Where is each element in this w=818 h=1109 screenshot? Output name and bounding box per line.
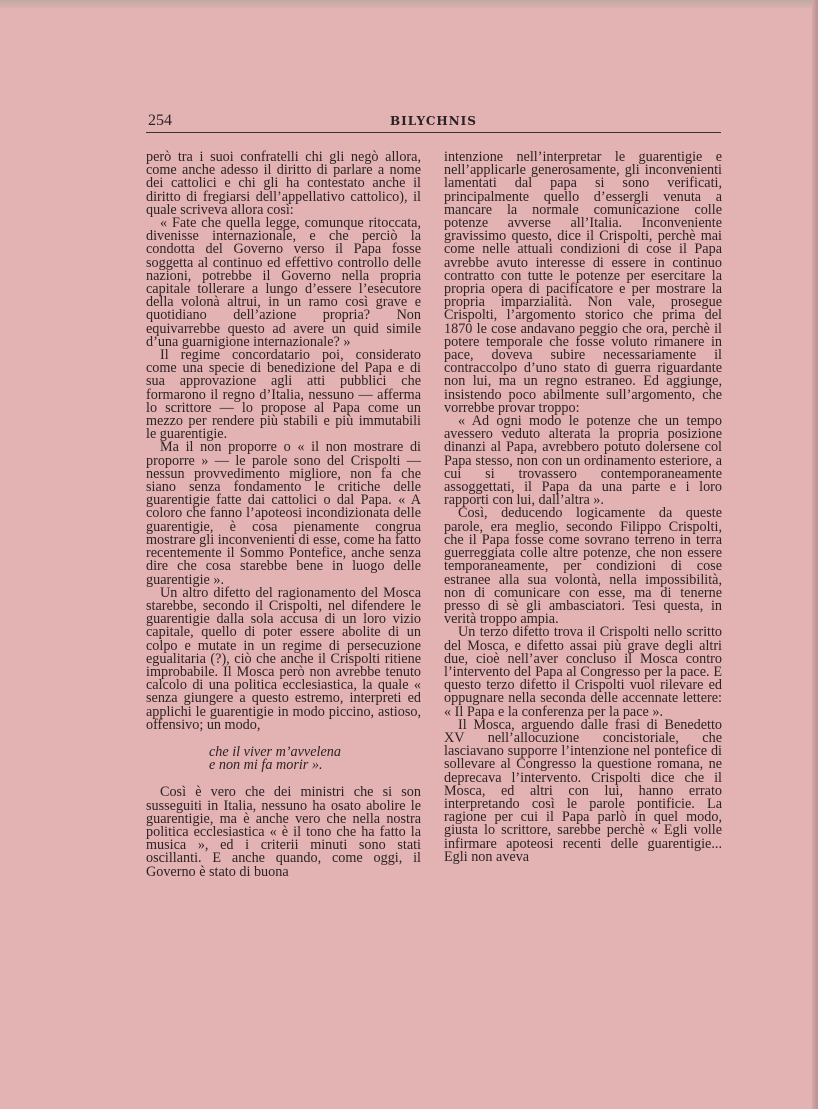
paragraph: Un terzo difetto trova il Crispolti nello scritto del Mosca, e difetto assai più grave degli altri due, cioè nell’aver concluso il Mosca contro l’intervento del Papa al Congresso per la pace. E questo terzo difetto il Crispolti vuol rilevare ed oppugnare nella seconda delle accennate lettere: « Il Papa e la conferenza per la pace ». [444,624,722,720]
left-column [146,151,421,879]
header-rule [146,132,721,133]
paragraph: Il regime concordatario poi, considerato come una specie di benedizione del Papa e di sua approvazione agli atti pubblici che formarono il regno d’Italia, nessuno — afferma lo scrittore — lo propose al Papa come un mezzo per rendere più stabili e più immutabili le guarentigie. [146,347,421,443]
verse-quote [209,743,421,774]
paragraph: Ma il non proporre o « il non mostrare di proporre » — le parole sono del Crispolti — nessun provvedimento migliore, non fa che siano senza fondamento le critiche delle guarentigie fatte dai cattolici o dal Papa. « A coloro che fanno l’apoteosi incondizionata delle guarentigie, è cosa pienamente congrua mostrare gli inconvenienti di esse, come ha fatto recentemente il Sommo Pontefice, anche senza dire che cosa starebbe bene in luogo delle guarentigie ». [146,439,421,588]
paragraph: Così, deducendo logicamente da queste parole, era meglio, secondo Filippo Crispolti, che il Papa fosse come sovrano terreno in terra guerreggiata colle altre potenze, che non essere temporaneamente, per condizioni di cose estranee alla sua volontà, nella impossibilità, non di comunicare con esse, ma di tenerne presso di sè gli ambasciatori. Tesi questa, in verità troppo ampia. [444,505,722,628]
paragraph: però tra i suoi confratelli chi gli negò allora, come anche adesso il diritto di parlare a nome dei cattolici e chi gli ha contestato anche il diritto di fregiarsi dell’appellativo cattolico), il quale scriveva allora così: [146,149,421,218]
page-number: 254 [148,112,172,129]
paragraph: Il Mosca, arguendo dalle frasi di Benedetto XV nell’allocuzione concistoriale, che lasciavano supporre l’intenzione nel pontefice di sollevare al Congresso la questione romana, ne deprecava l’intervento. Crispolti dice che il Mosca, ed altri con lui, hanno errato interpretando così le parole pontificie. La ragione per cui il Papa parlò in quel modo, giusta lo scrittore, sarebbe perchè « Egli volle infirmare apoteosi recenti delle guarentigie... Egli non aveva [444,716,722,865]
verse-line: che il viver m’avvelena [209,743,341,760]
page-header [146,112,721,134]
right-column [444,151,722,864]
page-right-edge [812,0,818,1109]
verse-line: e non mi fa morir ». [209,757,323,774]
page-top-edge [0,0,818,8]
paragraph: Così è vero che dei ministri che si son susseguiti in Italia, nessuno ha osato abolire le guarentigie, ma è anche vero che nella nostra politica ecclesiastica « è il tono che ha fatto la musica », ed i criterii minuti sono stati oscillanti. E anche quando, come oggi, il Governo è stato di buona [146,784,421,880]
paragraph: « Fate che quella legge, comunque ritoccata, divenisse internazionale, e che perciò la condotta del Governo verso il Papa fosse soggetta al continuo ed effettivo controllo delle nazioni, potrebbe il Governo nella propria capitale tollerare a lungo d’essere l’esecutore della volonà altrui, in un ramo così grave e quotidiano dell’azione propria? Non equivarrebbe questo ad avere un quid simile d’una guarnigione internazionale? » [146,215,421,350]
paragraph: Un altro difetto del ragionamento del Mosca starebbe, secondo il Crispolti, nel difendere le guarentigie dalla sola accusa di un loro vizio capitale, quello di poter essere abolite di un colpo e mutate in un regime di persecuzione egualitaria (?), ciò che anche il Crispolti ritiene improbabile. Il Mosca però non avrebbe tenuto calcolo di una politica ecclesiastica, la quale « senza giungere a questo estremo, interpreti ed applichi le guarentigie in modo piccino, astioso, offensivo; un modo, [146,584,421,733]
paragraph: « Ad ogni modo le potenze che un tempo avessero veduto alterata la propria posizione dinanzi al Papa, avrebbero potuto dolersene col Papa stesso, non con un ordinamento esteriore, a cui si trovassero contemporaneamente assoggettati, il Papa da una parte e i loro rapporti con lui, dall’altra ». [444,413,722,509]
paragraph: intenzione nell’interpretar le guarentigie e nell’applicarle generosamente, gli inconvenienti lamentati dal papa si sono verificati, principalmente quello d’essergli venuta a mancare la normale comunicazione colle potenze avverse all’Italia. Inconveniente gravissimo questo, dice il Crispolti, perchè mai come nelle attuali condizioni di cose il Papa avrebbe avuto interesse di essere in continuo contratto con tutte le potenze per esercitare la propria opera di pacificatore e per mostrare la propria imparzialità. Non vale, prosegue Crispolti, l’argomento storico che prima del 1870 le cose andavano peggio che ora, perchè il potere temporale che fosse voluto rimanere in pace, doveva subire necessariamente il contraccolpo d’uno stato di guerra riguardante non lui, ma un regno estraneo. Ed aggiunge, insistendo poco abilmente sull’argomento, che vorrebbe provar troppo: [444,149,722,416]
running-title: BILYCHNIS [390,114,477,128]
